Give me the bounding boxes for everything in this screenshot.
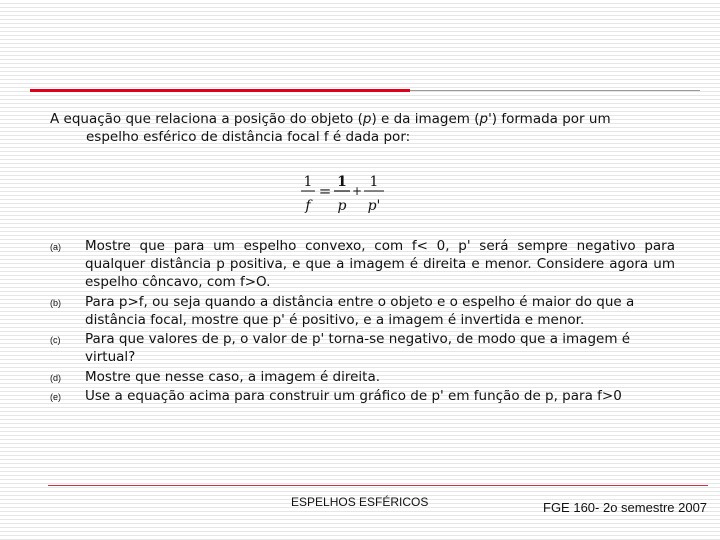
formula-denominator-pprime: p': [367, 198, 381, 214]
item-text: Mostre que nesse caso, a imagem é direita.: [85, 368, 381, 385]
intro-text-3: ) formada por um: [491, 111, 611, 127]
intro-text-1: A equação que relaciona a posição do objeto (: [50, 111, 363, 127]
intro-paragraph: [50, 110, 675, 146]
item-label: (b): [50, 297, 61, 308]
item-text: Mostre que para um espelho convexo, com f< 0, p' será sempre negativo para qualquer distância p positiva, e que a imagem é direita e menor. Considere agora um espelho côncavo, com f>O.: [85, 238, 675, 290]
list-item: [50, 368, 675, 386]
footer-course: FGE 160- 2o semestre 2007: [543, 500, 708, 515]
exercise-list: [50, 237, 675, 407]
footer-title: ESPELHOS ESFÉRICOS: [291, 495, 429, 509]
title-rule-gray: [410, 90, 700, 91]
formula-plus: +: [351, 184, 363, 198]
item-text: Use a equação acima para construir um gráfico de p' em função de p, para f>0: [85, 388, 622, 404]
intro-p: p: [362, 111, 372, 127]
formula-numerator-2: 1: [337, 174, 347, 190]
item-label: (d): [50, 372, 61, 383]
item-label: (e): [50, 392, 61, 402]
item-text: Para p>f, ou seja quando a distância entre o objeto e o espelho é maior do que a distância focal, mostre que p' é positivo, e a imagem é invertida e menor.: [85, 293, 635, 328]
list-item: [50, 237, 675, 291]
footer-rule: [48, 485, 708, 486]
item-label: (c): [50, 335, 61, 345]
mirror-equation: [296, 170, 396, 218]
formula-numerator-3: 1: [369, 174, 379, 190]
intro-pprime: p': [479, 111, 492, 127]
title-rule-red: [30, 89, 410, 92]
intro-line-2: espelho esférico de distância focal f é dada por:: [86, 129, 411, 145]
intro-text-2: ) e da imagem (: [371, 111, 480, 127]
formula-denominator-p: p: [337, 198, 347, 214]
formula-equals: =: [318, 182, 332, 200]
formula-numerator-1: 1: [303, 174, 313, 190]
formula-denominator-f: f: [305, 198, 311, 214]
item-text: Para que valores de p, o valor de p' torna-se negativo, de modo que a imagem é virtual?: [85, 331, 631, 365]
list-item: [50, 293, 675, 329]
list-item: [50, 330, 675, 366]
item-label: (a): [50, 242, 61, 252]
list-item: [50, 387, 675, 405]
